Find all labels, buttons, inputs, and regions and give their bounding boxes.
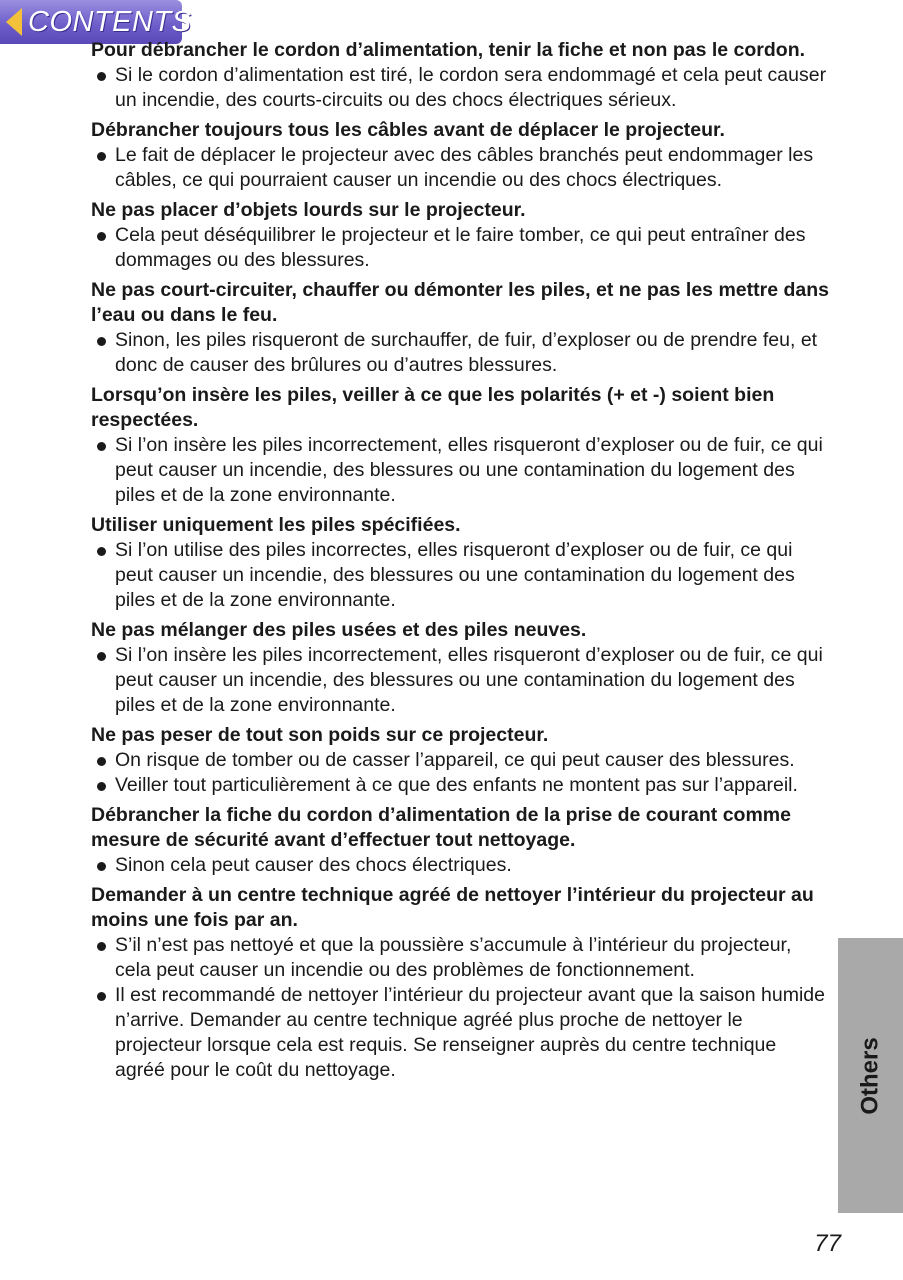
- section-cleaning-safety: [91, 803, 831, 878]
- section-heading: Pour débrancher le cordon d’alimentation, tenir la fiche et non pas le cordon.: [91, 39, 806, 61]
- bullet-list: [91, 433, 831, 508]
- side-tab-others: [838, 938, 903, 1213]
- safety-instructions: [91, 38, 831, 1088]
- bullet-item: Sinon cela peut causer des chocs électriques.: [91, 853, 831, 878]
- section-annual-cleaning: [91, 883, 831, 1083]
- section-unplug-cables: [91, 118, 831, 193]
- bullet-item: On risque de tomber ou de casser l’appareil, ce qui peut causer des blessures.: [91, 748, 831, 773]
- bullet-item: Si le cordon d’alimentation est tiré, le cordon sera endommagé et cela peut causer un incendie, des courts-circuits ou des chocs électriques sérieux.: [91, 63, 831, 113]
- bullet-list: [91, 63, 831, 113]
- bullet-list: [91, 853, 831, 878]
- bullet-item: Cela peut déséquilibrer le projecteur et le faire tomber, ce qui peut entraîner des dommages ou des blessures.: [91, 223, 831, 273]
- bullet-list: [91, 223, 831, 273]
- bullet-list: [91, 538, 831, 613]
- section-heading: Ne pas placer d’objets lourds sur le projecteur.: [91, 199, 526, 221]
- bullet-list: [91, 643, 831, 718]
- contents-label: CONTENTS: [28, 5, 192, 38]
- section-heading: Utiliser uniquement les piles spécifiées.: [91, 514, 461, 536]
- section-heading: Ne pas mélanger des piles usées et des piles neuves.: [91, 619, 587, 641]
- section-specified-batteries: [91, 513, 831, 613]
- bullet-item: Il est recommandé de nettoyer l’intérieur du projecteur avant que la saison humide n’arrive. Demander au centre technique agréé plus proche de nettoyer le projecteur lorsque cela est requis. Se renseigner auprès du centre technique agréé pour le coût du nettoyage.: [91, 983, 831, 1083]
- section-heavy-objects: [91, 198, 831, 273]
- back-arrow-icon: [6, 8, 22, 36]
- bullet-item: Si l’on utilise des piles incorrectes, elles risqueront d’exploser ou de fuir, ce qui peut causer un incendie, des blessures ou une contamination du logement des piles et de la zone environnante.: [91, 538, 831, 613]
- bullet-list: [91, 143, 831, 193]
- section-battery-polarity: [91, 383, 831, 508]
- section-heading: Ne pas peser de tout son poids sur ce projecteur.: [91, 724, 549, 746]
- section-weight: [91, 723, 831, 798]
- bullet-item: Si l’on insère les piles incorrectement, elles risqueront d’exploser ou de fuir, ce qui peut causer un incendie, des blessures ou une contamination du logement des piles et de la zone environnante.: [91, 433, 831, 508]
- section-unplug-cord: [91, 38, 831, 113]
- bullet-list: [91, 933, 831, 1083]
- bullet-item: S’il n’est pas nettoyé et que la poussière s’accumule à l’intérieur du projecteur, cela peut causer un incendie ou des problèmes de fonctionnement.: [91, 933, 831, 983]
- section-battery-handling: [91, 278, 831, 378]
- section-heading: Lorsqu’on insère les piles, veiller à ce que les polarités (+ et -) soient bien respectées.: [91, 384, 775, 431]
- section-heading: Débrancher la fiche du cordon d’alimentation de la prise de courant comme mesure de sécurité avant d’effectuer tout nettoyage.: [91, 804, 791, 851]
- bullet-item: Si l’on insère les piles incorrectement, elles risqueront d’exploser ou de fuir, ce qui peut causer un incendie, des blessures ou une contamination du logement des piles et de la zone environnante.: [91, 643, 831, 718]
- bullet-list: [91, 328, 831, 378]
- bullet-list: [91, 748, 831, 798]
- side-tab-label: Others: [856, 1036, 884, 1115]
- page-number: 77: [814, 1230, 841, 1257]
- section-mixed-batteries: [91, 618, 831, 718]
- bullet-item: Sinon, les piles risqueront de surchauffer, de fuir, d’exploser ou de prendre feu, et donc de causer des brûlures ou d’autres blessures.: [91, 328, 831, 378]
- bullet-item: Le fait de déplacer le projecteur avec des câbles branchés peut endommager les câbles, ce qui pourraient causer un incendie ou des chocs électriques.: [91, 143, 831, 193]
- section-heading: Ne pas court-circuiter, chauffer ou démonter les piles, et ne pas les mettre dans l’eau ou dans le feu.: [91, 279, 829, 326]
- section-heading: Débrancher toujours tous les câbles avant de déplacer le projecteur.: [91, 119, 725, 141]
- bullet-item: Veiller tout particulièrement à ce que des enfants ne montent pas sur l’appareil.: [91, 773, 831, 798]
- section-heading: Demander à un centre technique agréé de nettoyer l’intérieur du projecteur au moins une fois par an.: [91, 884, 814, 931]
